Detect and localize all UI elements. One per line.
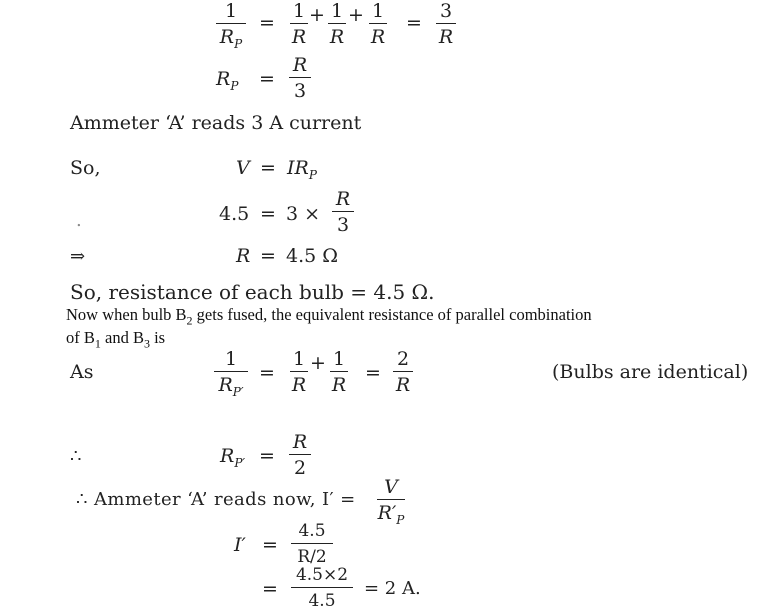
irp-term: $IR_P$ <box>287 157 317 182</box>
r-value: 4.5 Ω <box>286 245 339 267</box>
r-label: R <box>236 245 251 267</box>
resistance-each-bulb-line: So, resistance of each bulb = 4.5 Ω. <box>70 280 435 304</box>
fraction-r-over-3: R 3 <box>289 54 311 102</box>
equals-sign: = <box>365 362 381 384</box>
i-prime-label: I′ <box>234 534 246 556</box>
paragraph-line-1: Now when bulb $B_2$ gets fused, the equivalent resistance of parallel combination <box>66 305 592 328</box>
implies-arrow: ⇒ <box>70 246 86 267</box>
fraction-term: 1 R <box>329 0 345 49</box>
fraction-4-5x2-over-4-5: 4.5×2 4.5 <box>291 564 353 612</box>
equals-sign: = <box>260 157 276 179</box>
equals-sign: = <box>262 578 278 600</box>
fraction-term: 1 R <box>331 348 347 397</box>
stray-dot: . <box>76 210 82 231</box>
equals-sign: = <box>260 203 276 225</box>
v-label: V <box>236 157 250 179</box>
plus-sign: + <box>348 4 364 26</box>
equals-sign: = <box>406 12 422 34</box>
bulbs-identical-note: (Bulbs are identical) <box>552 361 749 383</box>
fraction-term: 1 R <box>370 0 386 49</box>
fraction-1-over-rp: 1 $R_P$ <box>216 0 246 55</box>
equals-sign: = <box>259 362 275 384</box>
ammeter-reading-line: Ammeter ‘A’ reads 3 A current <box>70 112 362 134</box>
fraction-r-over-2: R 2 <box>289 431 311 479</box>
therefore-symbol: ∴ <box>70 446 82 467</box>
value-4-5: 4.5 <box>219 203 250 225</box>
fraction-term: 1 R <box>291 348 307 397</box>
so-label: So, <box>70 157 101 179</box>
paragraph-line-2: of $B_1$ and $B_3$ is <box>66 328 166 351</box>
as-label: As <box>70 361 94 383</box>
equals-sign: = <box>259 12 275 34</box>
fraction-4-5-over-r-2: 4.5 R/2 <box>291 520 333 568</box>
equals-sign: = <box>262 534 278 556</box>
fraction-1-over-rp-prime: 1 $R_{P'}$ <box>214 348 248 403</box>
fraction-term: 1 R <box>291 0 307 49</box>
equals-sign: = <box>260 245 276 267</box>
fraction-r-over-3: R 3 <box>332 188 354 236</box>
rp-prime-label: $R_{P'}$ <box>220 445 246 470</box>
fraction-v-over-rp-prime: V $R'_P$ <box>377 476 405 528</box>
fraction-result: 2 R <box>393 348 413 396</box>
ammeter-reads-now-line: ∴ Ammeter ‘A’ reads now, I′ = <box>76 489 356 510</box>
plus-sign: + <box>310 352 326 374</box>
rp-label: $R_P$ <box>216 68 239 93</box>
three-times: 3 × <box>286 203 321 225</box>
equals-sign: = <box>259 68 275 90</box>
equals-sign: = <box>259 445 275 467</box>
fraction-result: 3 R <box>436 0 456 48</box>
plus-sign: + <box>309 4 325 26</box>
final-result: = 2 A. <box>364 578 421 599</box>
